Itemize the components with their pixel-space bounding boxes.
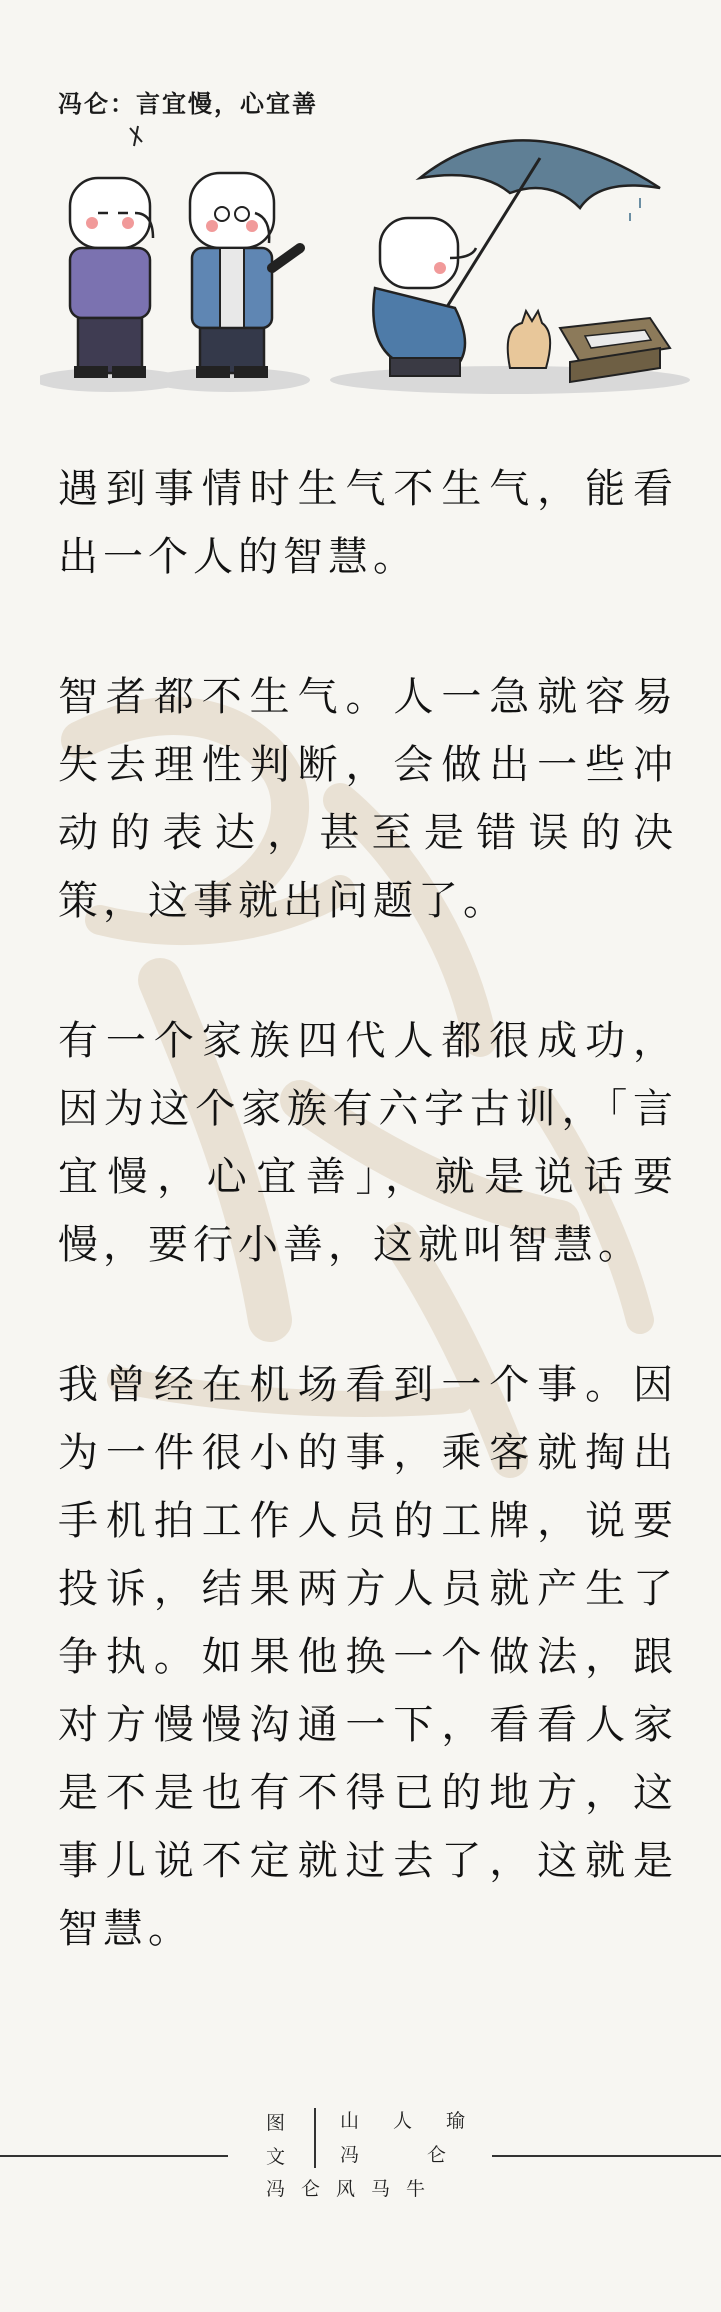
paragraph: 遇到事情时生气不生气，能看出一个人的智慧。	[58, 466, 678, 580]
paragraph: 有一个家族四代人都很成功，因为这个家族有六字古训，「言宜慢，心宜善」，就是说话要慢，要行小善，这就叫智慧。	[58, 1018, 678, 1268]
cat	[508, 311, 550, 368]
divider-left	[0, 2155, 228, 2157]
elephant-character-crouching	[373, 218, 476, 376]
page-title: 冯仑：言宜慢，心宜善	[58, 90, 318, 118]
paragraph: 我曾经在机场看到一个事。因为一件很小的事，乘客就掏出手机拍工作人员的工牌，说要投诉，结果两方人员就产生了争执。如果他换一个做法，跟对方慢慢沟通一下，看看人家是不是也有不得已的地方，这事儿说不定就过去了，这就是智慧。	[58, 1362, 678, 1952]
divider-bar	[314, 2108, 316, 2168]
umbrella	[420, 140, 660, 318]
credits-footer	[0, 2100, 721, 2210]
article-body	[58, 455, 678, 2035]
label-text: 文	[266, 2146, 286, 2168]
illustrator-credit: 山人瑜	[340, 2110, 500, 2132]
label-image: 图	[266, 2112, 286, 2134]
divider-right	[492, 2155, 721, 2157]
writer-credit: 冯仑	[340, 2144, 515, 2166]
elephant-character-middle	[190, 173, 300, 378]
header-illustration	[40, 118, 690, 408]
elephant-character-left	[70, 126, 153, 378]
paragraph: 智者都不生气。人一急就容易失去理性判断，会做出一些冲动的表达，甚至是错误的决策，这事就出问题了。	[58, 674, 678, 924]
source-credit: 冯仑风马牛	[266, 2178, 442, 2200]
